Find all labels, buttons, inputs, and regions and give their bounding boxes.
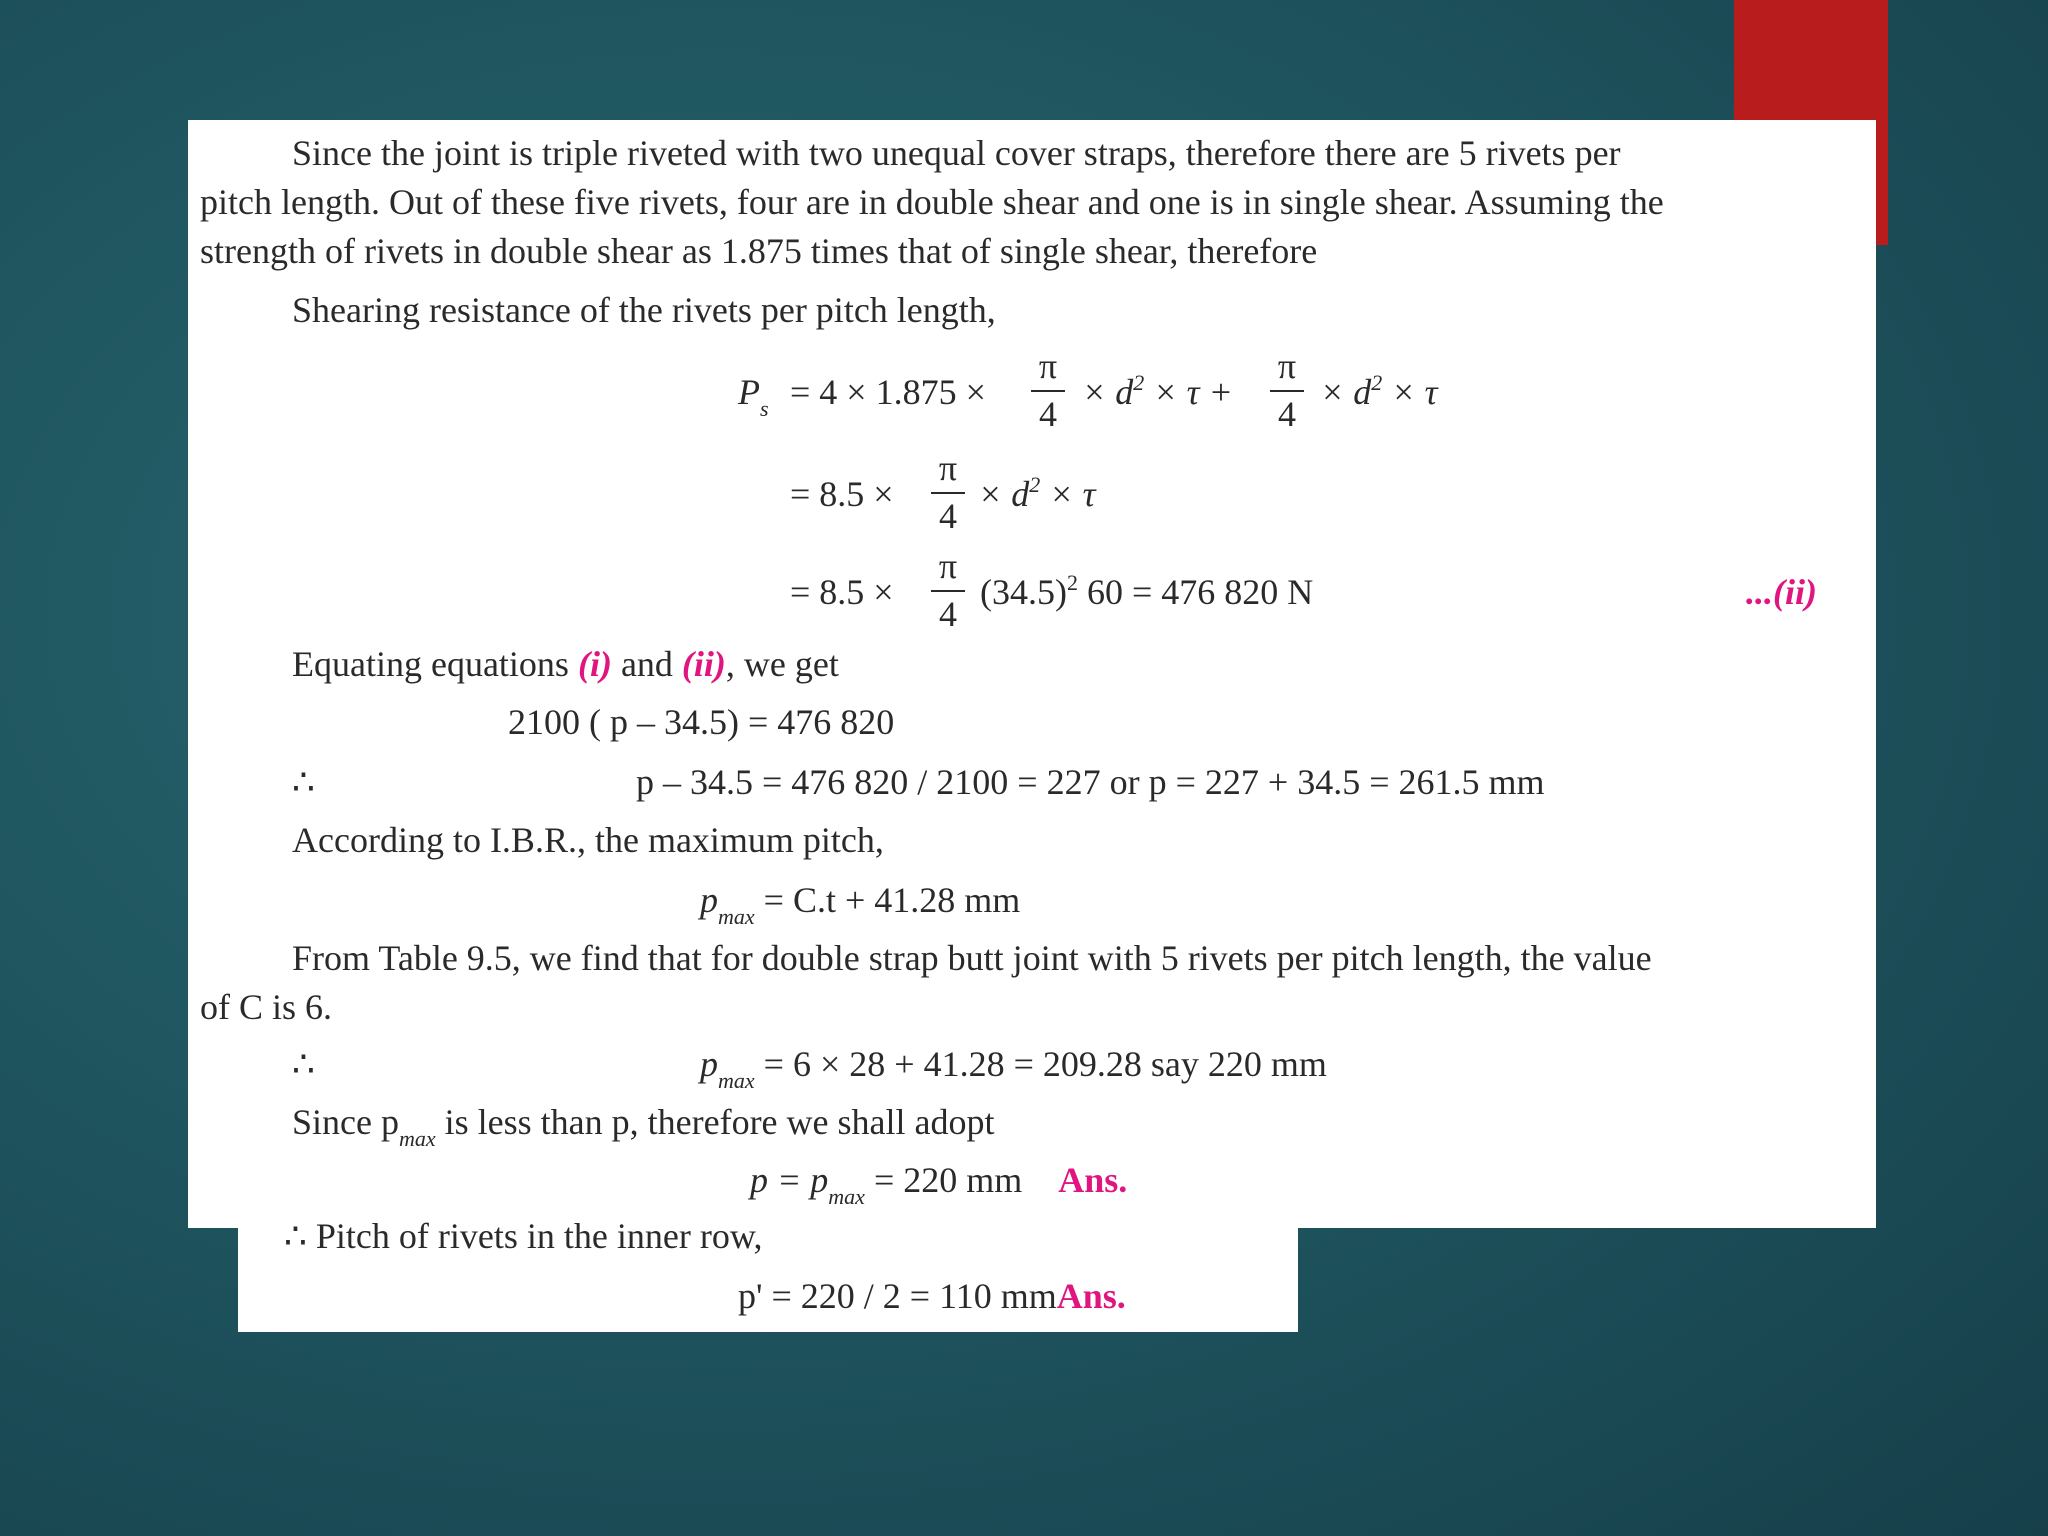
eq6: $p_{max} = C.t + 41.28$ mm [700, 880, 1021, 929]
eq1-frac-a: π 4 [1031, 346, 1065, 434]
para1-line1: Since the joint is triple riveted with two unequal cover straps, therefore there are 5 rivets per [292, 133, 1621, 173]
eq3-part1: = 8.5 × [790, 572, 894, 612]
table-para-line2: of C is 6. [200, 987, 333, 1027]
eq3-part2: $(34.5)^2$ 60 = 476 820 N [980, 570, 1314, 612]
since-line: Since $p_{max}$ is less than p, therefore we shall adopt [292, 1102, 995, 1151]
equating-line: Equating equations (i) and (ii), we get [292, 644, 839, 684]
para1-line3: strength of rivets in double shear as 1.875 times that of single shear, therefore [200, 231, 1318, 271]
eq1-part3: × $d^2 \times \tau$ [1320, 370, 1438, 412]
shear-heading: Shearing resistance of the rivets per pitch length, [292, 290, 996, 330]
inner-row-line: ∴ Pitch of rivets in the inner row, [284, 1216, 763, 1256]
eq2-part2: × $d^2 \times \tau$ [978, 472, 1096, 514]
eq3-frac: π 4 [931, 546, 965, 634]
eq7: $p_{max} = 6 \times 28 + 41.28 = 209.28$ say 220 mm [700, 1044, 1327, 1093]
eq1-lhs: $P_s$ [738, 372, 769, 421]
table-para-line1: From Table 9.5, we find that for double strap butt joint with 5 rivets per pitch length, the value [292, 938, 1652, 978]
para1-line2: pitch length. Out of these five rivets, four are in double shear and one is in single shear. Assuming the [200, 182, 1664, 222]
eq1-frac-b: π 4 [1270, 346, 1304, 434]
therefore-symbol-1: ∴ [292, 762, 315, 802]
eq4: 2100 ( p – 34.5) = 476 820 [508, 702, 895, 742]
ibr-line: According to I.B.R., the maximum pitch, [292, 820, 884, 860]
therefore-symbol-2: ∴ [292, 1044, 315, 1084]
eq1-part2: × $d^2 \times \tau$ + [1082, 370, 1233, 412]
eq2-frac: π 4 [931, 448, 965, 536]
eq2-part1: = 8.5 × [790, 474, 894, 514]
eq1-part1: = 4 × 1.875 × [790, 372, 986, 412]
eq9: p' = 220 / 2 = 110 mmAns. [738, 1276, 1126, 1316]
eq5: p – 34.5 = 476 820 / 2100 = 227 or p = 227 + 34.5 = 261.5 mm [636, 762, 1545, 802]
eq3-ref: ...(ii) [1746, 572, 1817, 612]
eq8: $p = p_{max} = 220$ mm Ans. [750, 1160, 1128, 1209]
